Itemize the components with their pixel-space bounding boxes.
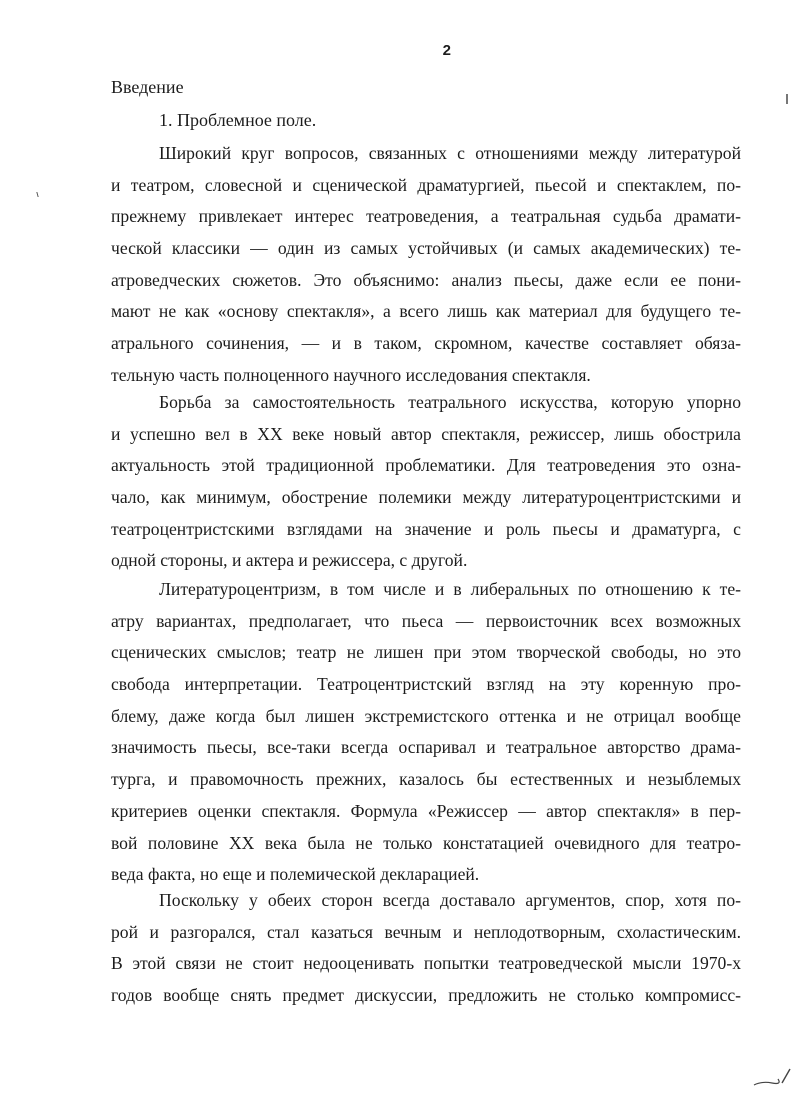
- text-line: атрального сочинения, — и в таком, скромном, качестве составляет обяза-: [111, 333, 741, 354]
- scan-artifact-mark: [786, 94, 788, 104]
- text-line: одной стороны, и актера и режиссера, с другой.: [111, 550, 468, 571]
- text-line: тельную часть полноценного научного исследования спектакля.: [111, 364, 591, 385]
- text-line: Широкий круг вопросов, связанных с отношениями между литературой: [159, 143, 741, 163]
- subsection-heading: 1. Проблемное поле.: [159, 110, 317, 130]
- text-line: Поскольку у обеих сторон всегда доставало аргументов, спор, хотя по-: [159, 890, 741, 910]
- text-line: годов вообще снять предмет дискуссии, предложить не столько компромисс-: [111, 985, 741, 1006]
- text-line: рой и разгорался, стал казаться вечным и неплодотворным, схоластическим.: [111, 921, 741, 942]
- paragraph-1: [111, 138, 741, 392]
- text-line: турга, и правомочность прежних, казалось бы естественных и незыблемых: [111, 769, 741, 790]
- text-line: блему, даже когда был лишен экстремистского оттенка и не отрицал вообще: [111, 705, 741, 726]
- text-line: прежнему привлекает интерес театроведения, а театральная судьба драмати-: [111, 206, 741, 227]
- text-line: ческой классики — один из самых устойчивых (и самых академических) те-: [111, 238, 741, 259]
- text-line: веда факта, но еще и полемической декларацией.: [111, 864, 480, 885]
- paragraph-2: [111, 387, 741, 577]
- text-line: сценических смыслов; театр не лишен при этом творческой свободы, но это: [111, 642, 741, 663]
- pen-stroke-mark: [752, 1063, 794, 1089]
- text-line: атроведческих сюжетов. Это объяснимо: анализ пьесы, даже если ее пони-: [111, 269, 741, 290]
- text-line: значимость пьесы, все-таки всегда оспаривал и театральное авторство драма-: [111, 737, 741, 758]
- text-line: вой половине XX века была не только констатацией очевидного для театро-: [111, 832, 741, 853]
- text-line: театроцентристскими взглядами на значение и роль пьесы и драматурга, с: [111, 518, 741, 539]
- text-line: мают не как «основу спектакля», а всего лишь как материал для будущего те-: [111, 301, 741, 322]
- text-line: актуальность этой традиционной проблематики. Для театроведения это озна-: [111, 455, 741, 476]
- page-number: 2: [442, 42, 452, 59]
- text-line: свобода интерпретации. Театроцентристский взгляд на эту коренную про-: [111, 674, 741, 695]
- scan-artifact-mark: [36, 192, 41, 197]
- text-line: Борьба за самостоятельность театрального искусства, которую упорно: [159, 392, 741, 412]
- text-line: критериев оценки спектакля. Формула «Режиссер — автор спектакля» в пер-: [111, 800, 741, 821]
- text-line: атру вариантах, предполагает, что пьеса — первоисточник всех возможных: [111, 610, 741, 631]
- paragraph-3: [111, 574, 741, 891]
- text-line: Литературоцентризм, в том числе и в либеральных по отношению к те-: [159, 579, 741, 599]
- text-line: и успешно вел в XX веке новый автор спектакля, режиссер, лишь обострила: [111, 423, 741, 444]
- paragraph-4: [111, 885, 741, 1012]
- section-heading: Введение: [111, 77, 184, 97]
- text-line: В этой связи не стоит недооценивать попытки театроведческой мысли 1970-х: [111, 953, 741, 974]
- text-line: и театром, словесной и сценической драматургией, пьесой и спектаклем, по-: [111, 174, 741, 195]
- text-line: чало, как минимум, обострение полемики между литературоцентристскими и: [111, 487, 741, 508]
